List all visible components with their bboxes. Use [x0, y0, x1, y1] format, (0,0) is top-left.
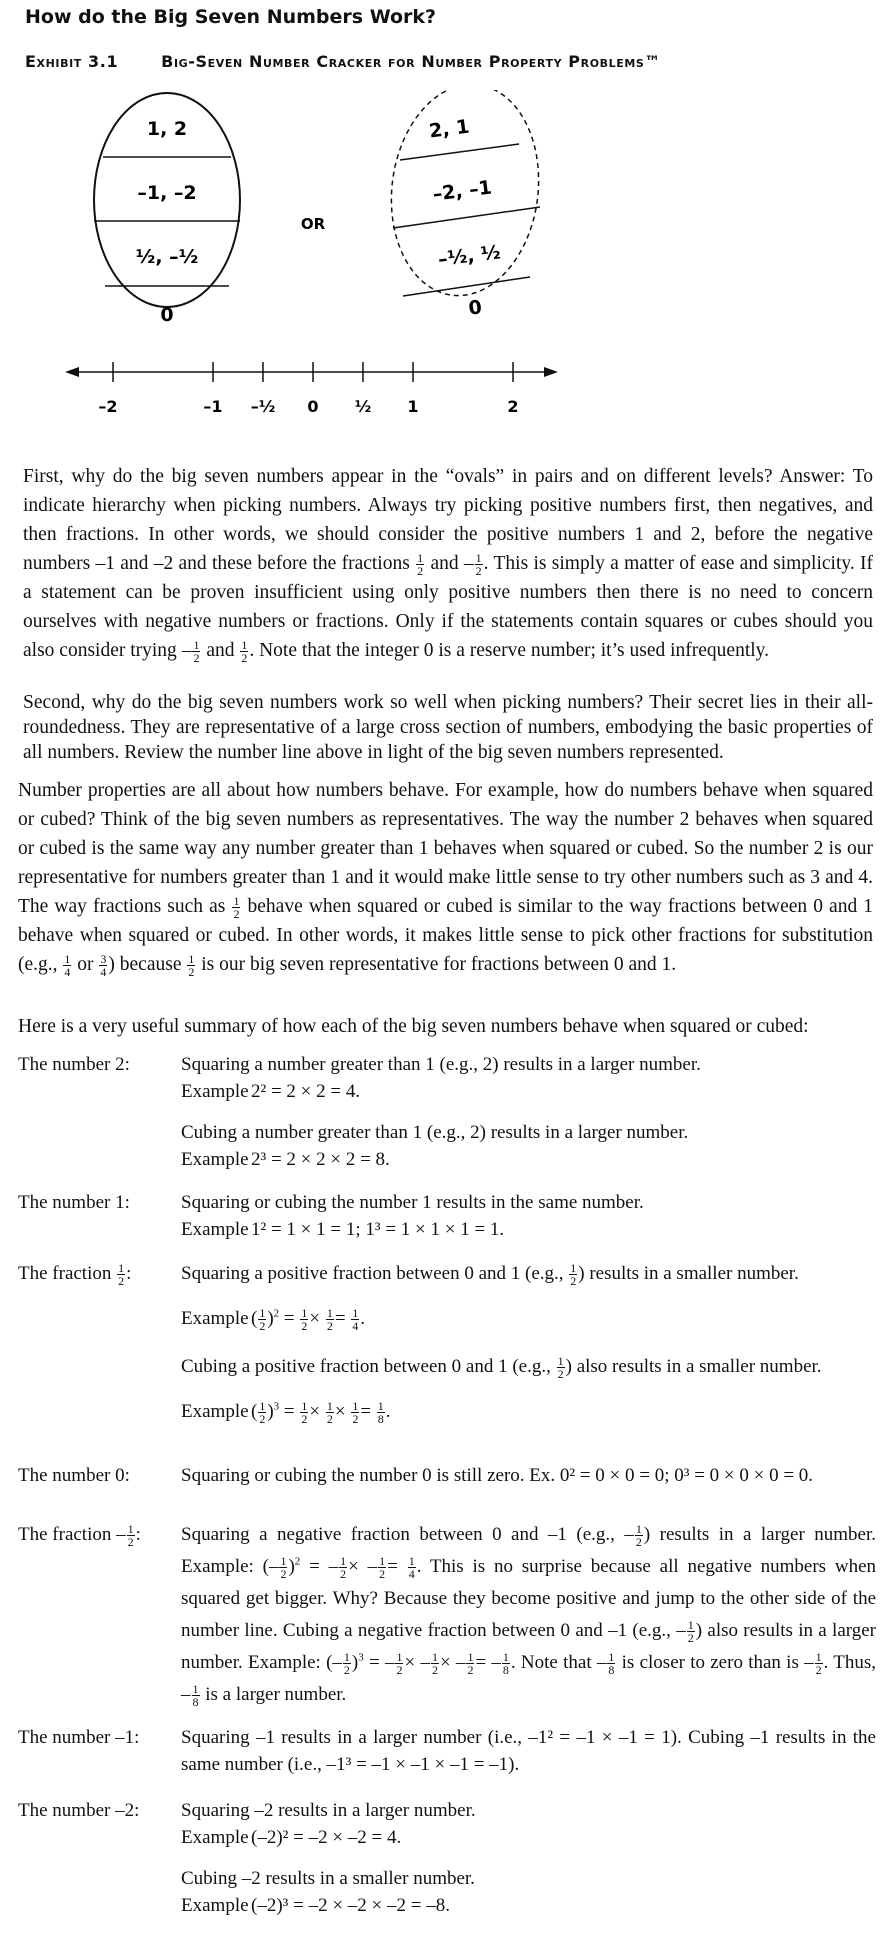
fraction-half: $\frac{1}{2}$: [127, 1522, 134, 1550]
fraction-half: $\frac{1}{2}$: [259, 1399, 266, 1427]
example-keyword: Example: [181, 1149, 249, 1170]
fraction-half: $\frac{1}{2}$: [193, 638, 200, 666]
summary-text: Squaring –1 results in a larger number (i.e., –1² = –1 × –1 = 1). Cubing –1 results in the same number (i.e., –1³ = –1 × –1 × –1 = –1).: [181, 1727, 876, 1775]
example-math: (–2)³ = –2 × –2 × –2 = –8.: [251, 1895, 450, 1916]
example-math: 2² = 2 × 2 = 4.: [251, 1081, 361, 1102]
right-oval-divider: [400, 144, 519, 160]
left-oval-level: 1, 2: [146, 118, 188, 140]
number-line-tick-label: –2: [98, 397, 118, 416]
summary-body: Squaring a negative fraction between 0 and –1 (e.g., – $\frac{1}{2}$ ) results in a larger number. Example: (– $\frac{1}{2}$ )$^2$ = – $\frac{1}{2}$ × – $\frac{1}{2}$ = $\frac{1}{4}$ . This is no surprise because all negative numbers when squared get bigger. Why? Because they become positive and jump to the other side of the number line. Cubing a negative fraction between 0 and –1 (e.g., – $\frac{1}{2}$ ) also results in a larger number. Example: (– $\frac{1}{2}$ )$^3$ = – $\frac{1}{2}$ × – $\frac{1}{2}$ × – $\frac{1}{2}$ = – $\frac{1}{8}$ . Note that – $\frac{1}{8}$ is closer to zero than is – $\frac{1}{2}$ . Thus, – $\frac{1}{8}$ is a larger number.: [181, 1522, 877, 1710]
or-label: OR: [300, 215, 326, 233]
text-run: ) because: [108, 954, 182, 975]
number-line-tick-label: –1: [203, 397, 223, 416]
example-math: 1² = 1 × 1 = 1; 1³ = 1 × 1 × 1 = 1.: [251, 1219, 505, 1240]
fraction-half: $\frac{1}{2}$: [301, 1306, 308, 1334]
left-oval-level: –1, –2: [137, 182, 197, 204]
example-math: 2³ = 2 × 2 × 2 = 8.: [251, 1149, 390, 1170]
text-run: First, why do the big seven numbers appear in the “ovals” in pairs and on different levels? Answer: To indicate hierarchy when picking numbers. Always try picking positive numbers first, then negatives, and then fractions. In other words, we should consider the positive numbers 1 and 2, before the negative numbers –1 and –2 and these before the fractions: [23, 466, 873, 574]
summary-text: Squaring or cubing the number 1 results in the same number.: [181, 1192, 644, 1213]
fraction-eighth: $\frac{1}{8}$: [192, 1682, 199, 1710]
example-line: [181, 1078, 876, 1105]
summary-body: [181, 1797, 876, 1919]
example-keyword: Example: [181, 1219, 249, 1240]
fraction-half: $\frac{1}{2}$: [467, 1650, 474, 1678]
right-oval-divider: [393, 207, 540, 228]
paragraph-hierarchy: First, why do the big seven numbers appear in the “ovals” in pairs and on different levels? Answer: To indicate hierarchy when picking numbers. Always try picking positive numbers first, then negatives, and then fractions. In other words, we should consider the positive numbers 1 and 2, before the negative numbers –1 and –2 and these before the fractions $\frac{1}{2}$ and – $\frac{1}{2}$ . This is simply a matter of ease and simplicity. If a statement can be proven insufficient using only positive numbers then there is no need to concern ourselves with negative numbers or fractions. Only if the statements contain squares or cubes should you also consider trying – $\frac{1}{2}$ and $\frac{1}{2}$ . Note that the integer 0 is a reserve number; it’s used infrequently.: [23, 466, 874, 666]
big-seven-diagram: [0, 90, 881, 430]
summary-text: Cubing –2 results in a smaller number.: [181, 1868, 475, 1889]
text-run: behave when squared or cubed is similar to the way fractions between 0 and 1 behave when squared or cubed. In other words, it makes little sense to pick other fractions for substitution (e.g.,: [18, 896, 874, 975]
summary-label: The number 0:: [18, 1465, 130, 1486]
text-run: is our big seven representative for fractions between 0 and 1.: [201, 954, 677, 975]
summary-text: Cubing a number greater than 1 (e.g., 2) results in a larger number.: [181, 1122, 689, 1143]
number-line-tick-label: 1: [407, 397, 419, 416]
text-run: ) also results in a smaller number.: [565, 1356, 822, 1377]
fraction-half: $\frac{1}{2}$: [417, 551, 424, 579]
summary-text: Squaring or cubing the number 0 is still zero. Ex. 0² = 0 × 0 = 0; 0³ = 0 × 0 × 0 = 0.: [181, 1465, 814, 1486]
right-oval-divider: [403, 277, 530, 296]
fraction-half: $\frac{1}{2}$: [635, 1522, 642, 1550]
example-keyword: Example: [181, 1308, 249, 1329]
text-run: is closer to zero than is: [621, 1652, 799, 1673]
summary-label: The fraction $\frac{1}{2}$ :: [18, 1261, 132, 1289]
paragraph-representatives: [18, 776, 873, 979]
fraction-half: $\frac{1}{2}$: [233, 894, 240, 922]
fraction-half: $\frac{1}{2}$: [570, 1261, 577, 1289]
fraction-three-quarters: $\frac{3}{4}$: [100, 952, 107, 980]
fraction-eighth: $\frac{1}{8}$: [502, 1650, 509, 1678]
fraction-half: $\frac{1}{2}$: [326, 1306, 333, 1334]
label-text: The fraction: [18, 1263, 112, 1284]
fraction-half: $\frac{1}{2}$: [396, 1650, 403, 1678]
text-run: Number properties are all about how numbers behave. For example, how do numbers behave when squared or cubed? Think of the big seven numbers as representatives. The way the number 2 behaves when squared or cubed is the same way any number greater than 1 behaves when squared or cubed. So the number 2 is our representative for numbers greater than 1 and it would make little sense to try other numbers such as 3 and 4. The way fractions such as: [18, 780, 873, 917]
exhibit-label: Exhibit 3.1: [25, 52, 119, 71]
example-keyword: Example: [181, 1081, 249, 1102]
fraction-half: $\frac{1}{2}$: [475, 551, 482, 579]
number-line-tick-label: 2: [507, 397, 519, 416]
text-run: . Thus,: [823, 1652, 877, 1673]
paragraph-summary-intro: Here is a very useful summary of how each of the big seven numbers behave when squared or cubed:: [18, 1016, 809, 1037]
right-arrow-icon: [544, 367, 558, 377]
text-run: . Note that: [510, 1652, 592, 1673]
number-line-tick-label: 0: [307, 397, 319, 416]
text-run: ) results in a larger number. Example:: [181, 1524, 877, 1577]
summary-body: [181, 1051, 876, 1173]
text-run: . This is no surprise because all negative numbers when squared get bigger. Why? Because they become positive and jump to the other side of the number line. Cubing a negative fraction between 0 and –1 (e.g.,: [181, 1556, 877, 1641]
fraction-half: $\frac{1}{2}$: [431, 1650, 438, 1678]
text-run: Squaring a negative fraction between 0 and –1 (e.g.,: [181, 1524, 615, 1545]
fraction-half: $\frac{1}{2}$: [301, 1399, 308, 1427]
summary-label: The number –2:: [18, 1800, 140, 1821]
fraction-half: $\frac{1}{2}$: [188, 952, 195, 980]
fraction-eighth: $\frac{1}{8}$: [377, 1399, 384, 1427]
example-line: [181, 1892, 876, 1919]
fraction-half: $\frac{1}{2}$: [340, 1554, 347, 1582]
example-keyword: Example: [181, 1895, 249, 1916]
example-line: Example ( $\frac{1}{2}$ )$^3$ = $\frac{1}{2}$ × $\frac{1}{2}$ × $\frac{1}{2}$ = $\frac{1}{8}$ .: [181, 1399, 391, 1427]
text-run: . Note that the integer 0 is a reserve number; it’s used infrequently.: [249, 640, 770, 661]
exhibit-title: Big-Seven Number Cracker for Number Property Problems™: [161, 52, 662, 71]
summary-body: [181, 1189, 876, 1243]
fraction-half: $\frac{1}{2}$: [687, 1618, 694, 1646]
left-arrow-icon: [65, 367, 79, 377]
label-text: The fraction: [18, 1524, 112, 1545]
number-line-tick-label: –½: [250, 397, 276, 416]
example-line: [181, 1216, 876, 1243]
number-line-tick-label: ½: [354, 397, 372, 416]
fraction-half: $\frac{1}{2}$: [815, 1650, 822, 1678]
fraction-half: $\frac{1}{2}$: [343, 1650, 350, 1678]
fraction-eighth: $\frac{1}{8}$: [608, 1650, 615, 1678]
example-line: [181, 1146, 876, 1173]
summary-label: The number –1:: [18, 1727, 140, 1748]
text-run: . This is simply a matter of ease and simplicity. If a statement can be proven insufficient using only positive numbers then there is no need to concern ourselves with negative numbers or fractions. Only if the statements contain squares or cubes should you also consider trying: [23, 553, 874, 661]
fraction-half: $\frac{1}{2}$: [326, 1399, 333, 1427]
left-oval-level: ½, –½: [135, 246, 199, 268]
summary-text: Squaring –2 results in a larger number.: [181, 1800, 476, 1821]
summary-text: Squaring a number greater than 1 (e.g., 2) results in a larger number.: [181, 1054, 701, 1075]
text-run: Cubing a positive fraction between 0 and 1 (e.g.,: [181, 1356, 551, 1377]
text-run: and: [430, 553, 459, 574]
example-math: (–2)² = –2 × –2 = 4.: [251, 1827, 402, 1848]
text-run: or: [77, 954, 94, 975]
fraction-half: $\frac{1}{2}$: [259, 1306, 266, 1334]
right-oval-level: 2, 1: [427, 115, 471, 143]
example-keyword: Example: [181, 1827, 249, 1848]
fraction-quarter: $\frac{1}{4}$: [408, 1554, 415, 1582]
example-keyword: Example: [181, 1401, 249, 1422]
right-oval-level: –½, ½: [436, 241, 502, 271]
fraction-half: $\frac{1}{2}$: [280, 1554, 287, 1582]
fraction-half: $\frac{1}{2}$: [379, 1554, 386, 1582]
text-run: is a larger number.: [205, 1684, 347, 1705]
paragraph-roundedness: Second, why do the big seven numbers work so well when picking numbers? Their secret lies in their all-roundedness. They are representative of a large cross section of numbers, embodying the basic properties of all numbers. Review the number line above in light of the big seven numbers represented.: [23, 692, 873, 763]
exhibit-caption: [25, 52, 661, 71]
right-oval-level: –2, –1: [431, 176, 494, 206]
fraction-half: $\frac{1}{2}$: [352, 1399, 359, 1427]
text-run: ) also results in a larger number. Example:: [181, 1620, 876, 1673]
text-run: Squaring a positive fraction between 0 and 1 (e.g.,: [181, 1263, 564, 1284]
fraction-half: $\frac{1}{2}$: [241, 638, 248, 666]
fraction-quarter: $\frac{1}{4}$: [64, 952, 71, 980]
fraction-half: $\frac{1}{2}$: [557, 1354, 564, 1382]
summary-label: The number 1:: [18, 1192, 130, 1213]
summary-label: The number 2:: [18, 1054, 130, 1075]
text-run: ) results in a smaller number.: [578, 1263, 799, 1284]
summary-text: [181, 1353, 876, 1384]
example-line: Example ( $\frac{1}{2}$ )$^2$ = $\frac{1}{2}$ × $\frac{1}{2}$ = $\frac{1}{4}$ .: [181, 1306, 366, 1334]
summary-body: [181, 1260, 876, 1432]
summary-text: [181, 1260, 876, 1291]
fraction-quarter: $\frac{1}{4}$: [352, 1306, 359, 1334]
right-oval-level: 0: [467, 296, 484, 320]
left-oval-level: 0: [160, 304, 174, 326]
summary-label: The fraction – $\frac{1}{2}$ :: [18, 1522, 141, 1550]
example-line: [181, 1824, 876, 1851]
text-run: and: [206, 640, 235, 661]
fraction-half: $\frac{1}{2}$: [118, 1261, 125, 1289]
page-heading: How do the Big Seven Numbers Work?: [25, 6, 437, 28]
